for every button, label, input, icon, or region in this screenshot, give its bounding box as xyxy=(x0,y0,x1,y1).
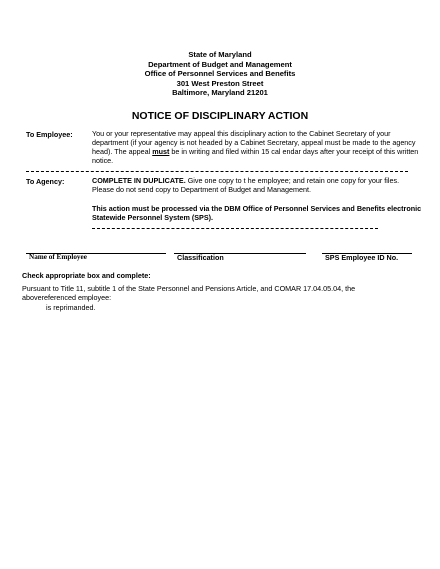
header-department: Department of Budget and Management xyxy=(148,59,292,69)
document-title: NOTICE OF DISCIPLINARY ACTION xyxy=(131,110,309,122)
duplicate-instructions: Give one copy to t he employee; and retain one copy for your files. Please do not send copy to Department of Budget and Management. xyxy=(92,176,400,194)
agency-duplicate-text xyxy=(92,177,422,195)
check-box-instruction: Check appropriate box and complete: xyxy=(22,271,151,280)
to-agency-label: To Agency: xyxy=(26,177,65,186)
appeal-text-part2: be in writing and filed within 15 cal endar days after your receipt of this written notice. xyxy=(92,146,419,165)
separator-dashed-line xyxy=(26,171,408,172)
appeal-text-part1: You or your representative may appeal this disciplinary action to the Cabinet Secretary of your department (if your agency is not headed by a Cabinet Secretary, appeal must be made to the agency head). The appeal xyxy=(92,129,416,156)
employee-appeal-text xyxy=(92,130,422,166)
sps-processing-note: This action must be processed via the DBM Office of Personnel Services and Benefits electronic Statewide Personnel System (SPS). xyxy=(92,204,422,222)
name-of-employee-label: Name of Employee xyxy=(29,253,87,261)
header-street: 301 West Preston Street xyxy=(176,78,264,88)
agency-header xyxy=(0,50,440,98)
option-reprimanded[interactable]: is reprimanded. xyxy=(46,303,96,312)
sps-id-label: SPS Employee ID No. xyxy=(325,253,399,262)
header-office: Office of Personnel Services and Benefits xyxy=(144,69,296,79)
to-employee-label: To Employee: xyxy=(26,130,73,139)
pursuant-text: Pursuant to Title 11, subtitle 1 of the State Personnel and Pensions Article, and COMAR 17.04.05.04, the abovereferenced employee: xyxy=(22,284,356,302)
complete-in-duplicate-heading: COMPLETE IN DUPLICATE. xyxy=(92,176,186,185)
classification-label: Classification xyxy=(177,253,224,262)
must-emphasis: must xyxy=(152,146,170,156)
header-city: Baltimore, Maryland 21201 xyxy=(172,88,268,98)
header-state: State of Maryland xyxy=(188,50,252,59)
agency-dashed-line xyxy=(92,228,378,229)
